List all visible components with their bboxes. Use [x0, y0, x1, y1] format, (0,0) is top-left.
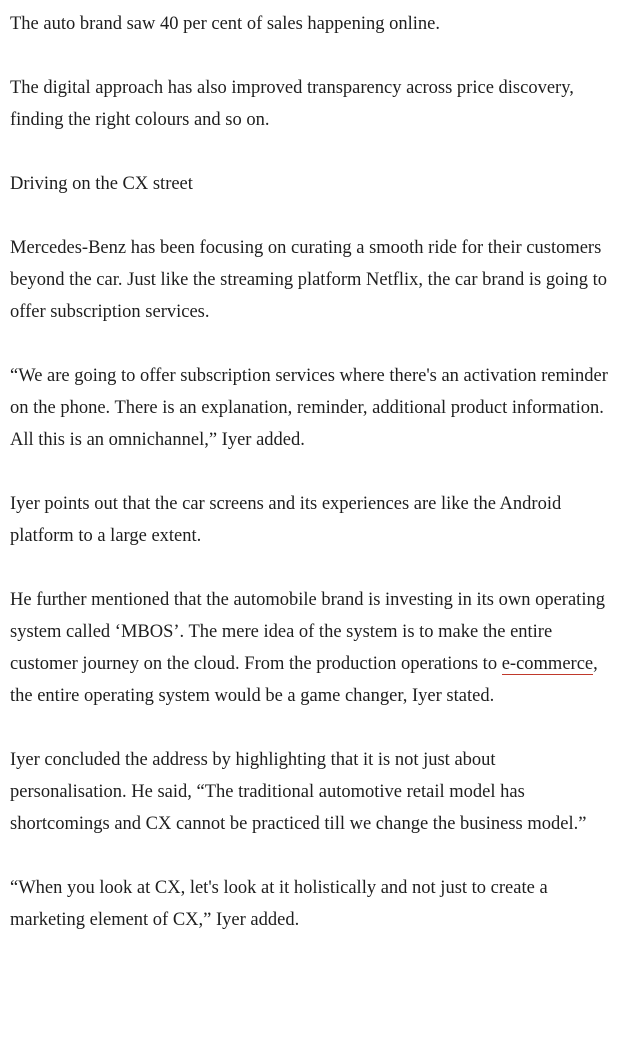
- paragraph-subscription-services: Mercedes-Benz has been focusing on curating a smooth ride for their customers beyond the car. Just like the streaming platform Netflix, the car brand is going to offer subscription services.: [10, 238, 607, 322]
- paragraph-iyer-quote-omnichannel: “We are going to offer subscription services where there's an activation reminder on the phone. There is an explanation, reminder, additional product information. All this is an omnichannel,” Iyer added.: [10, 366, 608, 450]
- paragraph-mbos-text-before: He further mentioned that the automobile brand is investing in its own operating system called ‘MBOS’. The mere idea of the system is to make the entire customer journey on the cloud. From the production operations to: [10, 590, 605, 674]
- paragraph-mbos: [10, 584, 616, 712]
- paragraph-digital-approach: The digital approach has also improved transparency across price discovery, finding the right colours and so on.: [10, 78, 574, 130]
- article-body: [10, 8, 616, 936]
- section-subheading: Driving on the CX street: [10, 174, 193, 194]
- paragraph-android-platform: Iyer points out that the car screens and its experiences are like the Android platform to a large extent.: [10, 494, 562, 546]
- paragraph-online-sales: The auto brand saw 40 per cent of sales happening online.: [10, 14, 440, 34]
- paragraph-iyer-quote-cx: “When you look at CX, let's look at it holistically and not just to create a marketing element of CX,” Iyer added.: [10, 878, 548, 930]
- paragraph-iyer-conclusion: Iyer concluded the address by highlighting that it is not just about personalisation. He said, “The traditional automotive retail model has shortcomings and CX cannot be practiced till we change the business model.”: [10, 750, 587, 834]
- paragraph-mbos-text-after: , the entire operating system would be a game changer, Iyer stated.: [10, 654, 598, 706]
- e-commerce-link[interactable]: e-commerce: [501, 654, 594, 674]
